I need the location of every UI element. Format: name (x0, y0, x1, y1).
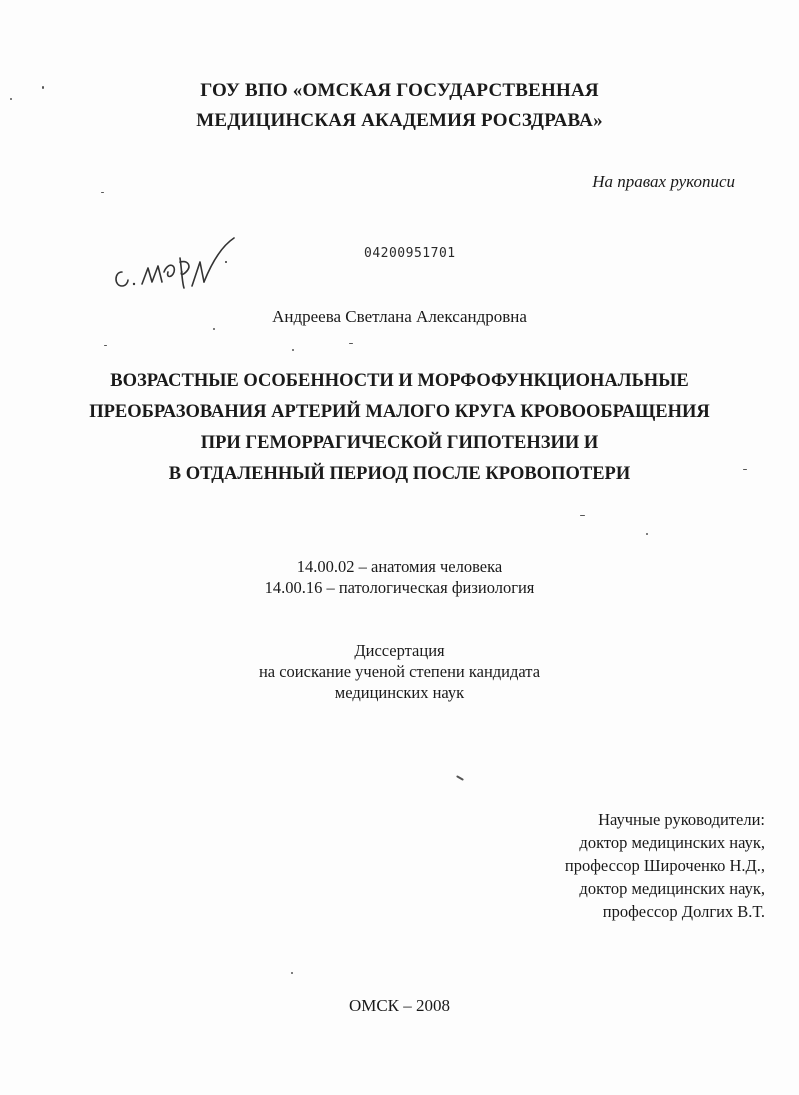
degree-line-3: медицинских наук (334, 683, 465, 702)
degree-statement (0, 640, 799, 703)
scan-speck (743, 469, 747, 470)
institution-line-1: ГОУ ВПО «ОМСКАЯ ГОСУДАРСТВЕННАЯ (200, 80, 599, 101)
scan-speck (580, 515, 585, 516)
scan-speck (292, 349, 294, 351)
supervisors-block (565, 808, 765, 923)
scan-speck (213, 328, 215, 330)
supervisor-line: доктор медицинских наук, (579, 879, 765, 898)
degree-line-2: на соискание ученой степени кандидата (258, 662, 541, 681)
manuscript-note: На правах рукописи (592, 172, 735, 191)
document-number: 04200951701 (364, 246, 456, 261)
supervisors-heading: Научные руководители: (598, 810, 765, 829)
scan-speck (104, 345, 107, 346)
supervisor-line: доктор медицинских наук, (579, 833, 765, 852)
thesis-title (0, 366, 799, 490)
supervisor-line: профессор Долгих В.Т. (602, 902, 765, 921)
author-name: Андреева Светлана Александровна (272, 307, 527, 326)
scan-speck (42, 86, 44, 89)
scan-speck (349, 343, 353, 344)
city-year: ОМСК – 2008 (348, 996, 451, 1015)
scan-speck (291, 972, 293, 974)
thesis-title-line-2: ПРЕОБРАЗОВАНИЯ АРТЕРИЙ МАЛОГО КРУГА КРОВООБРАЩЕНИЯ (89, 402, 710, 422)
scan-speck (10, 98, 12, 100)
thesis-title-line-3: ПРИ ГЕМОРРАГИЧЕСКОЙ ГИПОТЕНЗИИ И (200, 433, 599, 453)
scan-speck (646, 533, 648, 535)
institution-header (0, 76, 799, 136)
scan-speck (456, 775, 464, 781)
supervisor-line: профессор Широченко Н.Д., (564, 856, 765, 875)
institution-line-2: МЕДИЦИНСКАЯ АКАДЕМИЯ РОСЗДРАВА» (196, 110, 603, 131)
thesis-title-line-4: В ОТДАЛЕННЫЙ ПЕРИОД ПОСЛЕ КРОВОПОТЕРИ (168, 464, 631, 484)
specialty-item: 14.00.16 – патологическая физиология (264, 578, 535, 597)
specialty-codes (0, 556, 799, 598)
degree-line-1: Диссертация (354, 641, 445, 660)
specialty-item: 14.00.02 – анатомия человека (296, 557, 503, 576)
scan-speck (101, 192, 104, 193)
handwritten-signature (108, 232, 238, 292)
thesis-title-line-1: ВОЗРАСТНЫЕ ОСОБЕННОСТИ И МОРФОФУНКЦИОНАЛЬНЫЕ (110, 371, 689, 391)
